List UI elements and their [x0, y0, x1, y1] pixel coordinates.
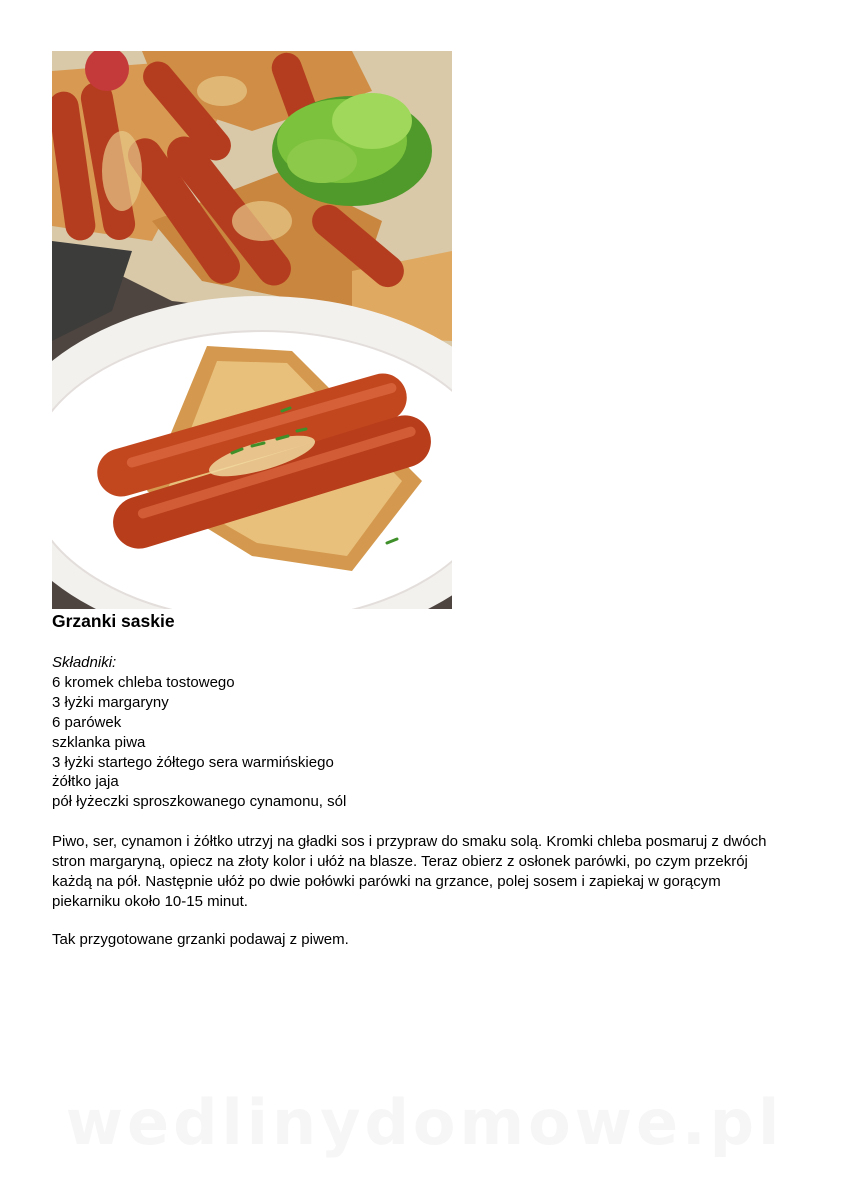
serving-note: Tak przygotowane grzanki podawaj z piwem. — [52, 931, 349, 948]
ingredient-item: pół łyżeczki sproszkowanego cynamonu, sól — [52, 793, 347, 811]
method-paragraph: Piwo, ser, cynamon i żółtko utrzyj na gładki sos i przypraw do smaku solą. Kromki chleba posmaruj z dwóch stron margaryną, opiecz na złoty kolor i ułóż na blasze. Teraz obierz z osłonek parówki, po czym przekrój każdą na pół. Następnie ułóż po dwie połówki parówki na grzance, polej sosem i zapiekaj w gorącym piekarniku około 10-15 minut. — [52, 833, 767, 910]
ingredients-label: Składniki: — [52, 654, 117, 671]
ingredient-item: 3 łyżki startego żółtego sera warmińskiego — [52, 753, 334, 771]
ingredients-list — [52, 673, 346, 812]
ingredient-item: 3 łyżki margaryny — [52, 693, 169, 711]
recipe-photo — [52, 51, 452, 609]
ingredient-item: 6 parówek — [52, 713, 122, 731]
ingredient-item: żółtko jaja — [52, 773, 119, 791]
watermark: wedlinydomowe.pl — [65, 1086, 784, 1159]
recipe-title: Grzanki saskie — [52, 611, 175, 631]
ingredient-item: szklanka piwa — [52, 733, 146, 751]
ingredient-item: 6 kromek chleba tostowego — [52, 673, 235, 691]
ingredients-section — [52, 653, 346, 812]
